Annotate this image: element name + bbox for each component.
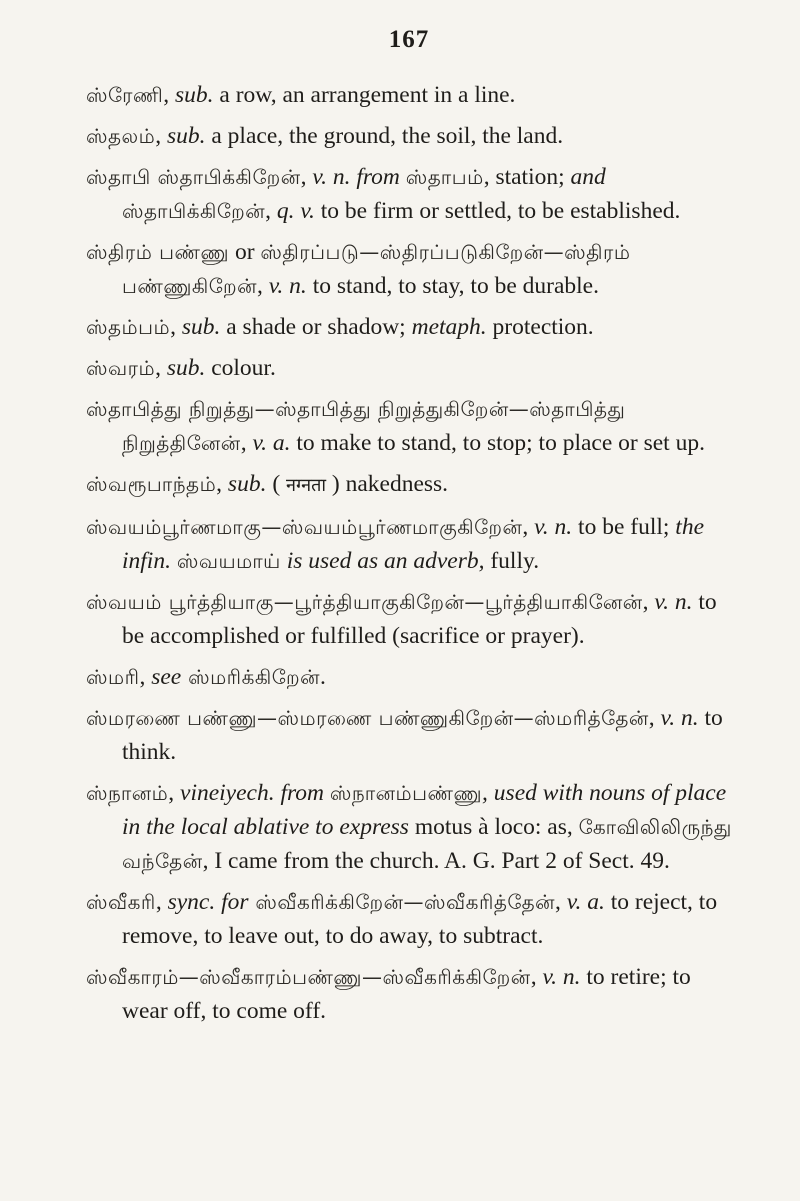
grammar-abbr: v. n.	[660, 705, 699, 731]
page-number: 167	[388, 26, 430, 53]
headword: ஸ்வரூபாந்தம்	[86, 472, 217, 496]
entry-full: ஸ்வயம்பூர்ணமாகு—ஸ்வயம்பூர்ணமாகுகிறேன், v. n. to be full; the infin. ஸ்வயமாய் is used as an adverb, fully.	[86, 514, 705, 574]
definition: a shade or shadow;	[220, 314, 412, 340]
entry-row: ஸ்ரேணி, sub. a row, an arrangement in a line.	[86, 82, 516, 108]
grammar-abbr: sub.	[227, 471, 267, 497]
entry-reject: ஸ்வீகரி, sync. for ஸ்வீகரிக்கிறேன்—ஸ்வீகரித்தேன், v. a. to reject, to remove, to leave out, to do away, to subtract.	[86, 889, 718, 949]
headword: ஸ்வரம்	[86, 356, 156, 380]
definition: a place, the ground, the soil, the land.	[205, 123, 564, 149]
entry-establish: ஸ்தாபி ஸ்தாபிக்கிறேன், v. n. from ஸ்தாபம், station; and ஸ்தாபிக்கிறேன், q. v. to be firm or settled, to be established.	[86, 164, 681, 224]
headword: ஸ்வீகரி	[86, 890, 156, 914]
definition-2: fully.	[484, 548, 540, 574]
usage-note: , used with nouns of place in the local ablative to express	[122, 780, 727, 840]
headword: ஸ்ரேணி	[86, 83, 164, 107]
definition: to retire; to wear off, to come off.	[122, 964, 691, 1024]
definition: colour.	[205, 355, 276, 381]
entry-see: ஸ்மரி, see ஸ்மரிக்கிறேன்.	[86, 664, 326, 690]
grammar-abbr: v. a.	[566, 889, 605, 915]
definition: motus à loco: as,	[408, 814, 579, 840]
grammar-abbr: v. n.	[312, 164, 351, 190]
grammar-abbr: vineiyech.	[180, 780, 275, 806]
entry-think: ஸ்மரணை பண்ணு—ஸ்மரணை பண்ணுகிறேன்—ஸ்மரித்தேன், v. n. to think.	[86, 705, 723, 765]
grammar-abbr: sub.	[166, 123, 206, 149]
grammar-abbr: sub.	[181, 314, 221, 340]
definition: , station;	[483, 164, 571, 190]
source-word: ஸ்தாபம்	[405, 165, 484, 189]
entry-stand: ஸ்திரம் பண்ணு or ஸ்திரப்படு—ஸ்திரப்படுகிறேன்—ஸ்திரம் பண்ணுகிறேன், v. n. to stand, to stay, to be durable.	[86, 239, 631, 299]
headword: ஸ்மரணை பண்ணு—ஸ்மரணை பண்ணுகிறேன்—ஸ்மரித்தேன்	[86, 706, 649, 730]
source-word: ஸ்மரிக்கிறேன்	[181, 665, 320, 689]
and-label: and	[570, 164, 606, 190]
from-label: from	[274, 780, 330, 806]
or-label: or	[229, 239, 261, 265]
definition: to be accomplished or fulfilled (sacrifice or prayer).	[122, 589, 717, 649]
source-word: ஸ்வீகரிக்கிறேன்—ஸ்வீகரித்தேன்	[248, 890, 556, 914]
headword-2: ஸ்திரப்படு—ஸ்திரப்படுகிறேன்—ஸ்திரம் பண்ணுகிறேன்	[122, 240, 631, 298]
entry-accomplished: ஸ்வயம் பூர்த்தியாகு—பூர்த்தியாகுகிறேன்—பூர்த்தியாகினேன், v. n. to be accomplished or fulfilled (sacrifice or prayer).	[86, 589, 717, 649]
entry-nakedness: ஸ்வரூபாந்தம், sub. ( नग्नता ) nakedness.	[86, 471, 449, 497]
metaph-label: metaph.	[411, 314, 487, 340]
grammar-abbr: v. n.	[654, 589, 693, 615]
entry-vineiyech: ஸ்நானம், vineiyech. from ஸ்நானம்பண்ணு, used with nouns of place in the local ablative to express motus à loco: as, கோவிலிலிருந்து வந்தேன், I came from the church. A. G. Part 2 of Sect. 49.	[86, 780, 732, 874]
headword: ஸ்நானம்	[86, 781, 169, 805]
headword: ஸ்வீகாரம்—ஸ்வீகாரம்பண்ணு—ஸ்வீகரிக்கிறேன்	[86, 965, 531, 989]
headword: ஸ்வயம் பூர்த்தியாகு—பூர்த்தியாகுகிறேன்—பூர்த்தியாகினேன்	[86, 590, 643, 614]
definition-2: , I came from the church. A. G. Part 2 of Sect. 49.	[202, 848, 670, 874]
grammar-abbr: v. n.	[534, 514, 573, 540]
see-label: see	[151, 664, 182, 690]
definition: nakedness.	[345, 471, 449, 497]
source-word-2: ஸ்தாபிக்கிறேன்	[122, 199, 266, 223]
entry-place: ஸ்தலம், sub. a place, the ground, the soil, the land.	[86, 123, 564, 149]
grammar-abbr: v. n.	[268, 273, 307, 299]
definition: to reject, to remove, to leave out, to do away, to subtract.	[122, 889, 718, 949]
entry-colour: ஸ்வரம், sub. colour.	[86, 355, 276, 381]
definition: a row, an arrangement in a line.	[213, 82, 516, 108]
grammar-abbr: v. a.	[252, 430, 291, 456]
entry-make-stand: ஸ்தாபித்து நிறுத்து—ஸ்தாபித்து நிறுத்துகிறேன்—ஸ்தாபித்து நிறுத்தினேன், v. a. to make to stand, to stop; to place or set up.	[86, 397, 705, 456]
devanagari-gloss: नग्नता	[286, 475, 326, 496]
example-phrase: கோவிலிலிருந்து வந்தேன்	[122, 815, 732, 873]
definition: to be firm or settled, to be established.	[314, 198, 681, 224]
definition: to think.	[122, 705, 723, 765]
grammar-abbr: sub.	[166, 355, 206, 381]
sync-note: sync. for	[167, 889, 249, 915]
headword: ஸ்தாபி ஸ்தாபிக்கிறேன்	[86, 165, 301, 189]
headword: ஸ்தம்பம்	[86, 315, 171, 339]
adverb-note: is used as an adverb,	[280, 548, 485, 574]
headword: ஸ்தலம்	[86, 124, 156, 148]
definition: to stand, to stay, to be durable.	[306, 273, 599, 299]
entry-retire: ஸ்வீகாரம்—ஸ்வீகாரம்பண்ணு—ஸ்வீகரிக்கிறேன், v. n. to retire; to wear off, to come off.	[86, 964, 691, 1024]
grammar-abbr: v. n.	[542, 964, 581, 990]
qv-label: q. v.	[276, 198, 315, 224]
definition-2: protection.	[486, 314, 594, 340]
entry-shade: ஸ்தம்பம், sub. a shade or shadow; metaph. protection.	[86, 314, 594, 340]
source-word: ஸ்நானம்பண்ணு	[329, 781, 483, 805]
headword: ஸ்திரம் பண்ணு	[86, 240, 230, 264]
source-word: ஸ்வயமாய்	[176, 549, 281, 573]
headword: ஸ்மரி	[86, 665, 140, 689]
grammar-abbr: sub.	[175, 82, 214, 108]
definition: to be full;	[572, 514, 676, 540]
infin-note: the infin.	[122, 514, 705, 574]
from-label: from	[350, 164, 406, 190]
headword: ஸ்தாபித்து நிறுத்து—ஸ்தாபித்து நிறுத்துகிறேன்—ஸ்தாபித்து நிறுத்தினேன்	[86, 397, 626, 455]
definition: to make to stand, to stop; to place or set up.	[290, 430, 705, 456]
headword: ஸ்வயம்பூர்ணமாகு—ஸ்வயம்பூர்ணமாகுகிறேன்	[86, 515, 523, 539]
